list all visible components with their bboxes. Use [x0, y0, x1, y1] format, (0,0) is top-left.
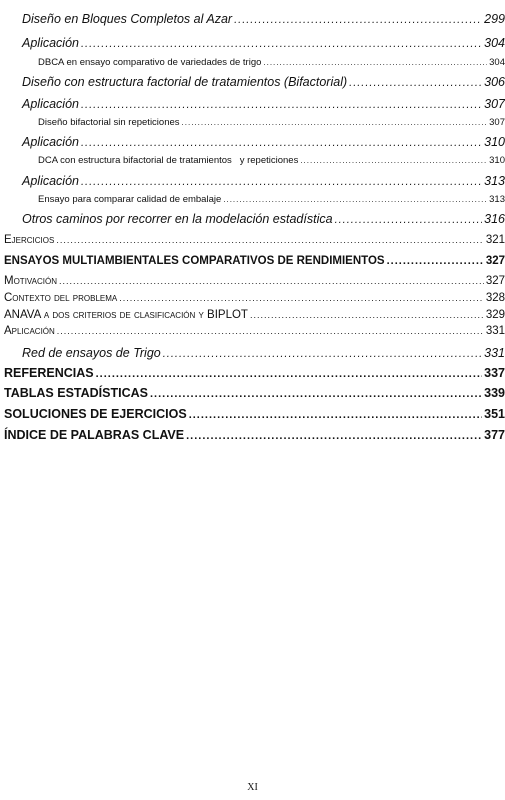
dot-leader [250, 310, 484, 320]
toc-entry[interactable] [0, 194, 505, 205]
toc-entry-page: 310 [484, 135, 505, 149]
toc-entry-title: TABLAS ESTADÍSTICAS [4, 386, 148, 400]
toc-entry-title: REFERENCIAS [4, 366, 94, 380]
toc-entry-title: Ensayo para comparar calidad de embalaje [38, 194, 222, 205]
toc-entry-page: 304 [489, 57, 505, 68]
toc-entry-title: DBCA en ensayo comparativo de variedades de trigo [38, 57, 262, 68]
toc-entry[interactable] [0, 428, 505, 442]
dot-leader [81, 38, 482, 50]
toc-entry-title: Aplicación [22, 36, 79, 50]
toc-entry-title: Aplicación [22, 97, 79, 111]
toc-entry-page: 329 [485, 309, 505, 321]
toc-entry-page: 377 [484, 428, 505, 442]
toc-entry[interactable] [0, 255, 505, 267]
dot-leader [96, 368, 483, 380]
toc-entry-page: 331 [485, 325, 505, 337]
toc-entry-page: 307 [489, 117, 505, 128]
toc-entry-page: 310 [489, 155, 505, 166]
toc-entry-page: 327 [485, 255, 505, 267]
toc-entry[interactable] [0, 155, 505, 166]
toc-entry-page: 316 [484, 212, 505, 226]
dot-leader [81, 99, 482, 111]
toc-entry-page: 339 [484, 386, 505, 400]
dot-leader [186, 430, 482, 442]
toc-entry[interactable] [0, 346, 505, 360]
toc-entry-page: 306 [484, 75, 505, 89]
page-number: XI [247, 782, 258, 793]
dot-leader [189, 409, 482, 421]
toc-entry[interactable] [0, 75, 505, 89]
dot-leader [57, 326, 484, 336]
toc-entry[interactable] [0, 36, 505, 50]
toc-entry[interactable] [0, 117, 505, 128]
toc-entry-page: 328 [485, 292, 505, 304]
toc-entry[interactable] [0, 407, 505, 421]
dot-leader [182, 118, 488, 127]
toc-entry-page: 313 [489, 194, 505, 205]
dot-leader [81, 176, 482, 188]
toc-entry-title: Diseño con estructura factorial de tratamientos (Bifactorial) [22, 75, 348, 89]
dot-leader [150, 388, 482, 400]
toc-entry-title: Aplicación [22, 174, 79, 188]
toc-entry[interactable] [0, 325, 505, 337]
toc-entry[interactable] [0, 97, 505, 111]
toc-entry-title: Aplicación [22, 135, 79, 149]
toc-entry-title: Diseño bifactorial sin repeticiones [38, 117, 180, 128]
dot-leader [59, 276, 484, 286]
dot-leader [163, 348, 482, 360]
toc-entry-page: 307 [484, 97, 505, 111]
dot-leader [300, 156, 487, 165]
toc-entry-title: Diseño en Bloques Completos al Azar [22, 12, 233, 26]
dot-leader [387, 255, 484, 267]
toc-entry-title: ENSAYOS MULTIAMBIENTALES COMPARATIVOS DE RENDIMIENTOS [4, 255, 385, 267]
toc-entry-page: 313 [484, 174, 505, 188]
dot-leader [335, 214, 483, 226]
toc-entry-title: Contexto del problema [4, 292, 118, 304]
toc-entry[interactable] [0, 12, 505, 26]
toc-entry-title: DCA con estructura bifactorial de tratamientos y repeticiones [38, 155, 299, 166]
toc-entry-title: Aplicación [4, 325, 55, 337]
toc-entry-page: 304 [484, 36, 505, 50]
toc-entry-title: Ejercicios [4, 234, 55, 246]
toc-entry-page: 299 [484, 12, 505, 26]
toc-entry[interactable] [0, 292, 505, 304]
dot-leader [349, 77, 482, 89]
toc-entry-page: 337 [484, 366, 505, 380]
dot-leader [223, 195, 487, 204]
toc-entry-title: SOLUCIONES DE EJERCICIOS [4, 407, 187, 421]
dot-leader [119, 293, 484, 303]
toc-entry[interactable] [0, 234, 505, 246]
toc-entry[interactable] [0, 135, 505, 149]
toc-entry[interactable] [0, 309, 505, 321]
toc-entry[interactable] [0, 212, 505, 226]
dot-leader [81, 137, 482, 149]
toc-entry[interactable] [0, 174, 505, 188]
toc-entry[interactable] [0, 275, 505, 287]
toc-entry-page: 351 [484, 407, 505, 421]
toc-entry[interactable] [0, 57, 505, 68]
toc-entry[interactable] [0, 366, 505, 380]
toc-entry-title: Motivación [4, 275, 57, 287]
dot-leader [263, 58, 487, 67]
toc-entry-title: Otros caminos por recorrer en la modelación estadística [22, 212, 333, 226]
dot-leader [234, 14, 482, 26]
toc-entry-page: 331 [484, 346, 505, 360]
toc-entry-title: ÍNDICE DE PALABRAS CLAVE [4, 428, 185, 442]
toc-entry-page: 327 [485, 275, 505, 287]
toc-entry-title: ANAVA a dos criterios de clasificación y BIPLOT [4, 309, 248, 321]
toc-entry-page: 321 [485, 234, 505, 246]
dot-leader [56, 235, 483, 245]
toc-entry[interactable] [0, 386, 505, 400]
toc-entry-title: Red de ensayos de Trigo [22, 346, 161, 360]
